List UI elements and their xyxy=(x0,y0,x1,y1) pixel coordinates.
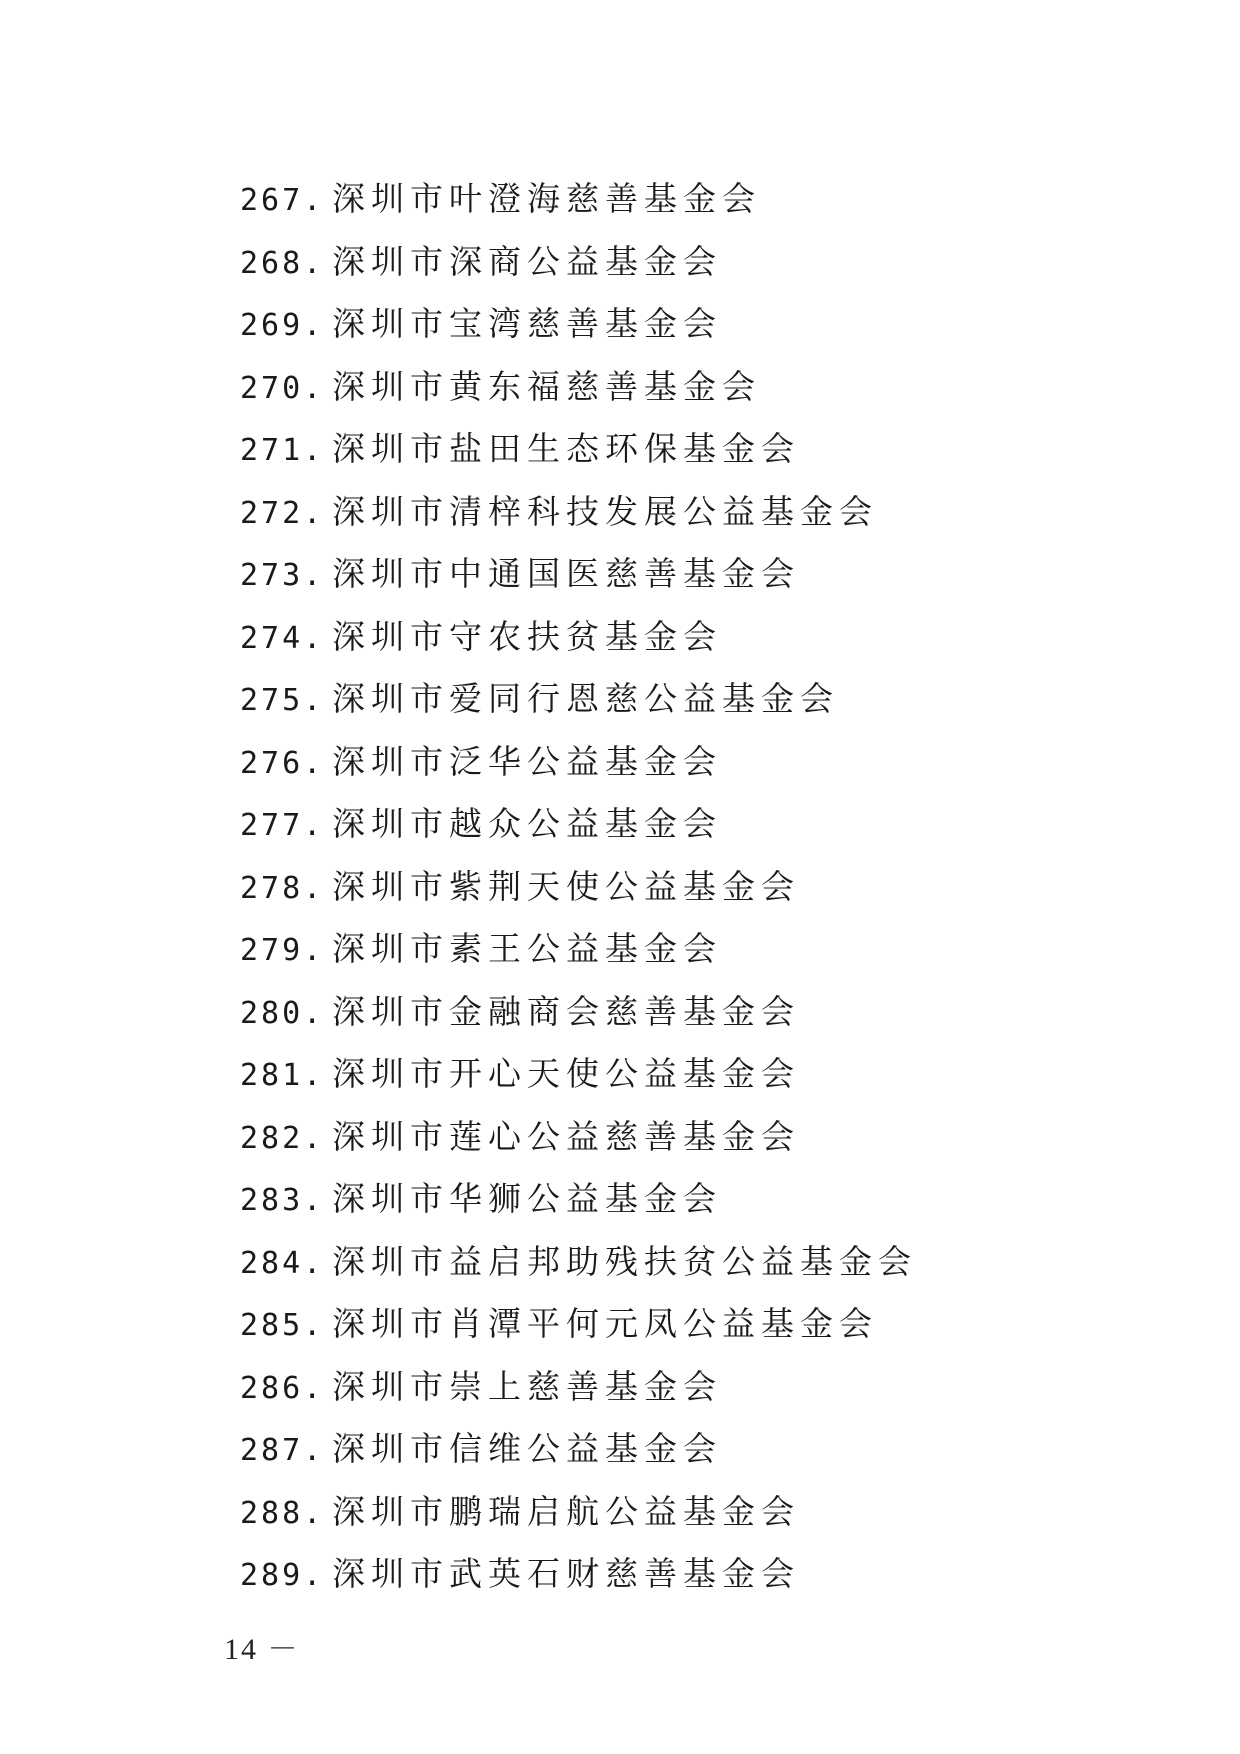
list-item xyxy=(240,606,917,669)
item-number: 285. xyxy=(240,1308,325,1343)
list-item xyxy=(240,1481,917,1544)
item-name: 深圳市黄东福慈善基金会 xyxy=(332,366,761,406)
item-number: 288. xyxy=(240,1495,325,1531)
list-item xyxy=(240,918,917,981)
item-number: 269. xyxy=(240,308,325,343)
list-item xyxy=(240,1106,917,1169)
item-number: 287. xyxy=(240,1433,325,1468)
item-number: 274. xyxy=(240,620,325,656)
item-name: 深圳市宝湾慈善基金会 xyxy=(332,304,722,343)
item-name: 深圳市武英石财慈善基金会 xyxy=(332,1554,800,1593)
list-item xyxy=(240,981,917,1044)
item-name: 深圳市紫荆天使公益基金会 xyxy=(332,866,800,906)
list-item xyxy=(240,1168,917,1231)
item-name: 深圳市鹏瑞启航公益基金会 xyxy=(332,1491,800,1531)
list-item xyxy=(240,1543,917,1606)
item-number: 270. xyxy=(240,370,325,406)
item-number: 284. xyxy=(240,1245,325,1281)
item-number: 268. xyxy=(240,245,325,281)
item-name: 深圳市守农扶贫基金会 xyxy=(332,616,722,656)
item-name: 深圳市中通国医慈善基金会 xyxy=(332,554,800,593)
item-number: 282. xyxy=(240,1120,325,1156)
item-number: 275. xyxy=(240,683,325,718)
list-item xyxy=(240,1231,917,1294)
item-name: 深圳市清梓科技发展公益基金会 xyxy=(332,491,878,531)
item-name: 深圳市开心天使公益基金会 xyxy=(332,1054,800,1093)
list-item xyxy=(240,668,917,731)
list-item xyxy=(240,418,917,481)
item-name: 深圳市爱同行恩慈公益基金会 xyxy=(332,679,839,718)
item-number: 283. xyxy=(240,1183,325,1218)
item-number: 281. xyxy=(240,1058,325,1093)
item-name: 深圳市泛华公益基金会 xyxy=(332,741,722,781)
item-name: 深圳市益启邦助残扶贫公益基金会 xyxy=(332,1241,917,1281)
item-number: 272. xyxy=(240,495,325,531)
list-item xyxy=(240,793,917,856)
item-name: 深圳市莲心公益慈善基金会 xyxy=(332,1116,800,1156)
list-item xyxy=(240,1356,917,1419)
page-number: 14 － xyxy=(224,1633,300,1666)
item-number: 271. xyxy=(240,433,325,468)
item-name: 深圳市金融商会慈善基金会 xyxy=(332,991,800,1031)
item-number: 278. xyxy=(240,870,325,906)
list-item xyxy=(240,731,917,794)
list-item xyxy=(240,543,917,606)
list-item xyxy=(240,481,917,544)
list-item xyxy=(240,293,917,356)
item-number: 267. xyxy=(240,183,325,218)
item-name: 深圳市素王公益基金会 xyxy=(332,929,722,968)
item-name: 深圳市信维公益基金会 xyxy=(332,1429,722,1468)
list-item xyxy=(240,356,917,419)
item-name: 深圳市叶澄海慈善基金会 xyxy=(332,179,761,218)
item-number: 273. xyxy=(240,558,325,593)
list-item xyxy=(240,1293,917,1356)
item-name: 深圳市深商公益基金会 xyxy=(332,241,722,281)
item-number: 280. xyxy=(240,995,325,1031)
item-name: 深圳市肖潭平何元凤公益基金会 xyxy=(332,1304,878,1343)
list-item xyxy=(240,856,917,919)
foundation-list xyxy=(240,168,917,1606)
list-item xyxy=(240,1043,917,1106)
item-number: 289. xyxy=(240,1558,325,1593)
item-name: 深圳市华狮公益基金会 xyxy=(332,1179,722,1218)
item-name: 深圳市盐田生态环保基金会 xyxy=(332,429,800,468)
item-number: 276. xyxy=(240,745,325,781)
list-item xyxy=(240,1418,917,1481)
item-number: 279. xyxy=(240,933,325,968)
item-name: 深圳市越众公益基金会 xyxy=(332,804,722,843)
list-item xyxy=(240,168,917,231)
item-name: 深圳市崇上慈善基金会 xyxy=(332,1366,722,1406)
item-number: 277. xyxy=(240,808,325,843)
item-number: 286. xyxy=(240,1370,325,1406)
list-item xyxy=(240,231,917,294)
